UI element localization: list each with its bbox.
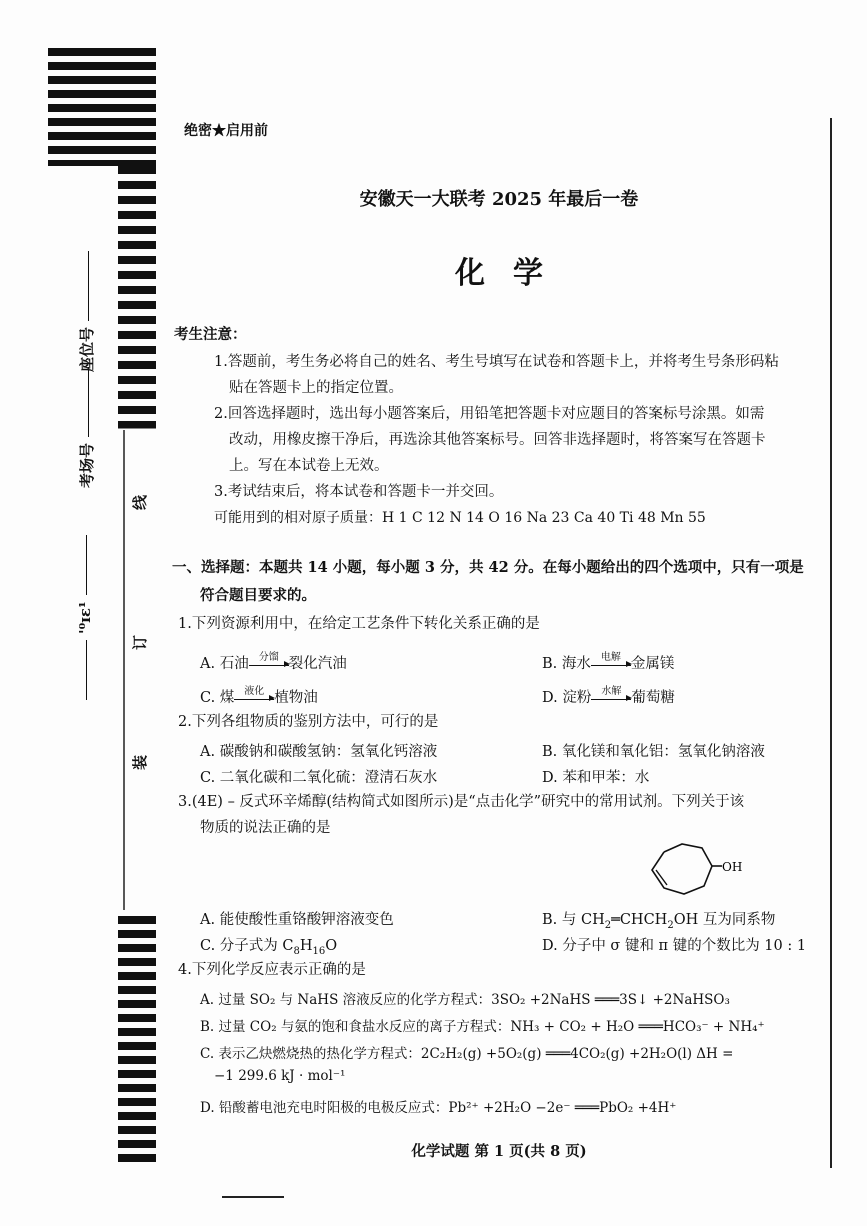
q4-option-d: D. 铅酸蓄电池充电时阳极的电极反应式：Pb²⁺ +2H₂O −2e⁻ ═══PbO₂ +4H⁺ [200,1100,677,1116]
q1-option-c: C. 煤 液化 植物油 [200,685,318,706]
q4-option-c-cont: −1 299.6 kJ · mol⁻¹ [214,1068,346,1084]
q3-option-c: C. 分子式为 $C_8H_{16}O$ [200,938,338,957]
q1-stem: 1.下列资源利用中，在给定工艺条件下转化关系正确的是 [178,616,540,632]
q2-option-d: D. 苯和甲苯：水 [542,770,650,786]
q4-option-c: C. 表示乙炔燃烧热的热化学方程式：2C₂H₂(g) +5O₂(g) ═══4CO₂(g) +2H₂O(l) ΔH = [200,1046,734,1062]
binding-stripes-top [48,48,156,166]
page-right-border [830,118,832,1168]
notice-line-6: 3.考试结束后，将本试卷和答题卡一并交回。 [214,484,504,500]
atomic-mass-line: 可能用到的相对原子质量：H 1 C 12 N 14 O 16 Na 23 Ca 40 Ti 48 Mn 55 [214,510,706,526]
notice-line-5: 上。写在本试卷上无效。 [229,458,389,474]
oh-label: OH [722,860,743,874]
binding-char-zhuang: 装 [131,754,150,771]
q3-stem: 3.(4E) – 反式环辛烯醇(结构简式如图所示)是“点击化学”研究中的常用试剂。下列关于该 [178,794,745,810]
binding-stripes-bottom [118,916,156,1166]
notice-line-3: 2.回答选择题时，选出每小题答案后，用铅笔把答题卡对应题目的答案标号涂黑。如需 [214,406,765,422]
q2-stem: 2.下列各组物质的鉴别方法中，可行的是 [178,714,439,730]
q1-option-d: D. 淀粉 水解 葡萄糖 [542,685,675,706]
confidential-mark: 绝密★启用前 [184,123,268,139]
q2-option-c: C. 二氧化碳和二氧化硫：澄清石灰水 [200,770,438,786]
exam-room-label: 考场号 [76,367,97,488]
notice-line-4: 改动，用橡皮擦干净后，再选涂其他答案标号。回答非选择题时，将答案写在答题卡 [229,432,766,448]
q3-option-d: D. 分子中 σ 键和 π 键的个数比为 10 : 1 [542,938,807,954]
q4-option-a: A. 过量 SO₂ 与 NaHS 溶液反应的化学方程式：3SO₂ +2NaHS ═══3S↓ +2NaHSO₃ [200,992,730,1008]
q1-option-b: B. 海水 电解 金属镁 [542,651,675,672]
notice-line-1: 1.答题前，考生务必将自己的姓名、考生号填写在试卷和答题卡上，并将考生号条形码粘 [214,354,779,370]
notice-title: 考生注意： [174,326,247,343]
q1-option-a: A. 石油 分馏 裂化汽油 [200,651,347,672]
name-field-label: '⁰ɪɛ¹ [76,535,94,700]
q4-option-b: B. 过量 CO₂ 与氨的饱和食盐水反应的离子方程式：NH₃ + CO₂ + H₂O ═══HCO₃⁻ + NH₄⁺ [200,1019,765,1035]
section-heading: 一、选择题：本题共 14 小题，每小题 3 分，共 42 分。在每小题给出的四个选项中，只有一项是 [172,559,804,576]
subject-title: 化学 [455,256,571,291]
page-bottom-mark [222,1196,284,1198]
page-footer: 化学试题 第 1 页(共 8 页) [411,1143,587,1160]
notice-line-2: 贴在答题卡上的指定位置。 [229,380,403,396]
cyclooctenol-structure [640,838,743,902]
exam-title: 安徽天一大联考 2025 年最后一卷 [359,189,639,210]
binding-char-ding: 订 [131,634,150,651]
q2-option-b: B. 氧化镁和氧化铝：氢氧化钠溶液 [542,744,765,760]
q3-option-a: A. 能使酸性重铬酸钾溶液变色 [200,912,394,928]
binding-char-xian: 线 [131,494,150,511]
seat-number-label: 座位号 [76,251,97,372]
q3-stem-cont: 物质的说法正确的是 [200,820,331,836]
q3-option-b: B. 与 $CH_2═CHCH_2OH$ 互为同系物 [542,912,776,931]
q2-option-a: A. 碳酸钠和碳酸氢钠：氢氧化钙溶液 [200,744,438,760]
section-heading-cont: 符合题目要求的。 [200,587,316,604]
q4-stem: 4.下列化学反应表示正确的是 [178,962,366,978]
